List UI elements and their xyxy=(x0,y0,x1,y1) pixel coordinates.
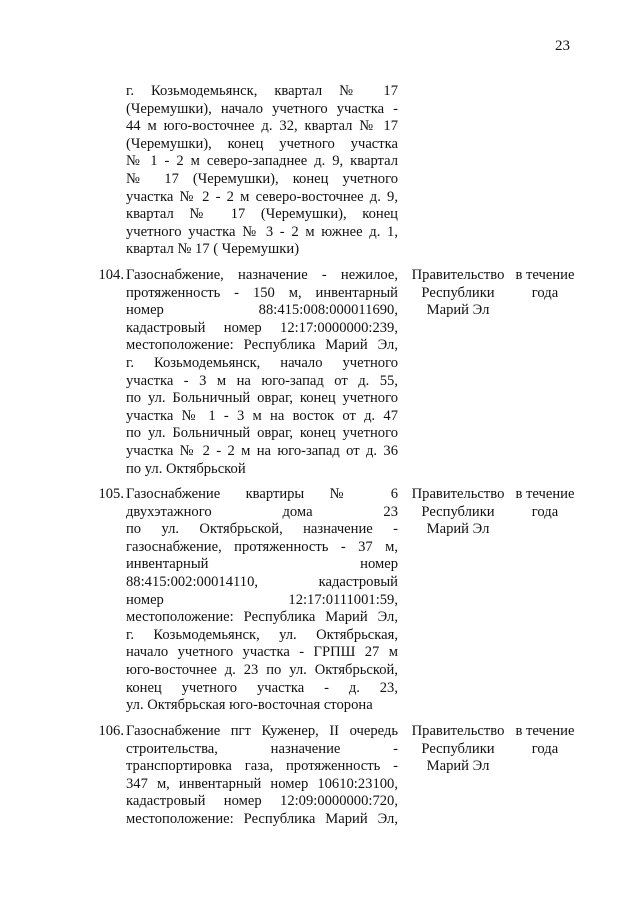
entry-organization xyxy=(398,723,506,829)
description-line: начало учетного участка - ГРПШ 27 м xyxy=(126,644,398,661)
term-line: в течение xyxy=(515,486,575,502)
description-line: № 1 - 2 м северо-западнее д. 9, квартал xyxy=(126,153,398,170)
entry-description xyxy=(126,486,398,715)
description-line: квартал № 17 ( Черемушки) xyxy=(126,241,300,258)
organization-line: Правительство xyxy=(411,723,505,739)
description-line: по ул. Октябрьской xyxy=(126,460,246,477)
description-line: строительства, назначение - xyxy=(126,740,398,757)
term-line: в течение xyxy=(515,267,575,283)
list-entry xyxy=(86,83,606,259)
organization-line: Марий Эл xyxy=(426,302,490,319)
description-line: 88:415:002:00014110, кадастровый xyxy=(126,573,398,590)
organization-line: Марий Эл xyxy=(426,758,490,775)
description-line: г. Козьмодемьянск, начало учетного xyxy=(126,354,398,371)
organization-line: Правительство xyxy=(411,486,505,502)
organization-line: Республики xyxy=(421,503,495,520)
entry-organization xyxy=(398,267,506,478)
entry-description xyxy=(126,83,398,259)
description-line: газоснабжение, протяженность - 37 м, xyxy=(126,538,398,555)
entry-number xyxy=(86,83,126,259)
description-line: двухэтажного дома 23 xyxy=(126,503,398,520)
description-line: участка № 2 - 2 м северо-восточнее д. 9, xyxy=(126,188,398,205)
description-line: участка - 3 м на юго-запад от д. 55, xyxy=(126,372,398,389)
page-number: 23 xyxy=(555,38,570,54)
description-line: номер 12:17:0111001:59, xyxy=(126,591,398,608)
entry-organization xyxy=(398,83,506,259)
description-line: № 17 (Черемушки), конец учетного xyxy=(126,170,398,187)
entry-term xyxy=(506,723,584,829)
description-line: ул. Октябрьская юго-восточная сторона xyxy=(126,697,373,714)
description-line: квартал № 17 (Черемушки), конец xyxy=(126,206,398,223)
entry-number: 106. xyxy=(98,723,124,739)
description-line: 44 м юго-восточнее д. 32, квартал № 17 xyxy=(126,118,398,135)
description-line: по ул. Больничный овраг, конец учетного xyxy=(126,390,398,407)
entry-organization xyxy=(398,486,506,715)
list-entry xyxy=(86,486,606,715)
description-line: юго-восточнее д. 23 по ул. Октябрьской, xyxy=(126,661,398,678)
description-line: кадастровый номер 12:17:0000000:239, xyxy=(126,319,398,336)
description-line: Газоснабжение пгт Куженер, II очередь xyxy=(126,723,398,739)
term-line: года xyxy=(531,503,559,520)
description-line: г. Козьмодемьянск, квартал № 17 xyxy=(126,83,398,99)
description-line: г. Козьмодемьянск, ул. Октябрьская, xyxy=(126,626,398,643)
entry-description xyxy=(126,723,398,829)
description-line: местоположение: Республика Марий Эл, xyxy=(126,810,398,827)
description-line: по ул. Больничный овраг, конец учетного xyxy=(126,425,398,442)
description-line: инвентарный номер xyxy=(126,556,398,573)
description-line: протяженность - 150 м, инвентарный xyxy=(126,284,398,301)
description-line: учетного участка № 3 - 2 м южнее д. 1, xyxy=(126,223,398,240)
entry-term xyxy=(506,486,584,715)
term-line: года xyxy=(531,740,559,757)
description-line: Газоснабжение, назначение - нежилое, xyxy=(126,267,398,283)
organization-line: Республики xyxy=(421,740,495,757)
description-line: местоположение: Республика Марий Эл, xyxy=(126,337,398,354)
organization-line: Правительство xyxy=(411,267,505,283)
description-line: участка № 2 - 2 м на юго-запад от д. 36 xyxy=(126,442,398,459)
description-line: 347 м, инвентарный номер 10610:23100, xyxy=(126,775,398,792)
entry-description xyxy=(126,267,398,478)
term-line: года xyxy=(531,284,559,301)
list-entry xyxy=(86,267,606,478)
term-line: в течение xyxy=(515,723,575,739)
description-line: конец учетного участка - д. 23, xyxy=(126,679,398,696)
description-line: местоположение: Республика Марий Эл, xyxy=(126,609,398,626)
description-line: (Черемушки), конец учетного участка xyxy=(126,135,398,152)
entry-term xyxy=(506,267,584,478)
description-line: номер 88:415:008:000011690, xyxy=(126,302,398,319)
list-entry xyxy=(86,723,606,829)
description-line: участка № 1 - 3 м на восток от д. 47 xyxy=(126,407,398,424)
description-line: транспортировка газа, протяженность - xyxy=(126,758,398,775)
description-line: по ул. Октябрьской, назначение - xyxy=(126,521,398,538)
organization-line: Марий Эл xyxy=(426,521,490,538)
entry-term xyxy=(506,83,584,259)
organization-line: Республики xyxy=(421,284,495,301)
entry-number: 105. xyxy=(98,486,124,502)
entry-number: 104. xyxy=(98,267,124,283)
description-line: кадастровый номер 12:09:0000000:720, xyxy=(126,793,398,810)
description-line: Газоснабжение квартиры № 6 xyxy=(126,486,398,502)
description-line: (Черемушки), начало учетного участка - xyxy=(126,100,398,117)
